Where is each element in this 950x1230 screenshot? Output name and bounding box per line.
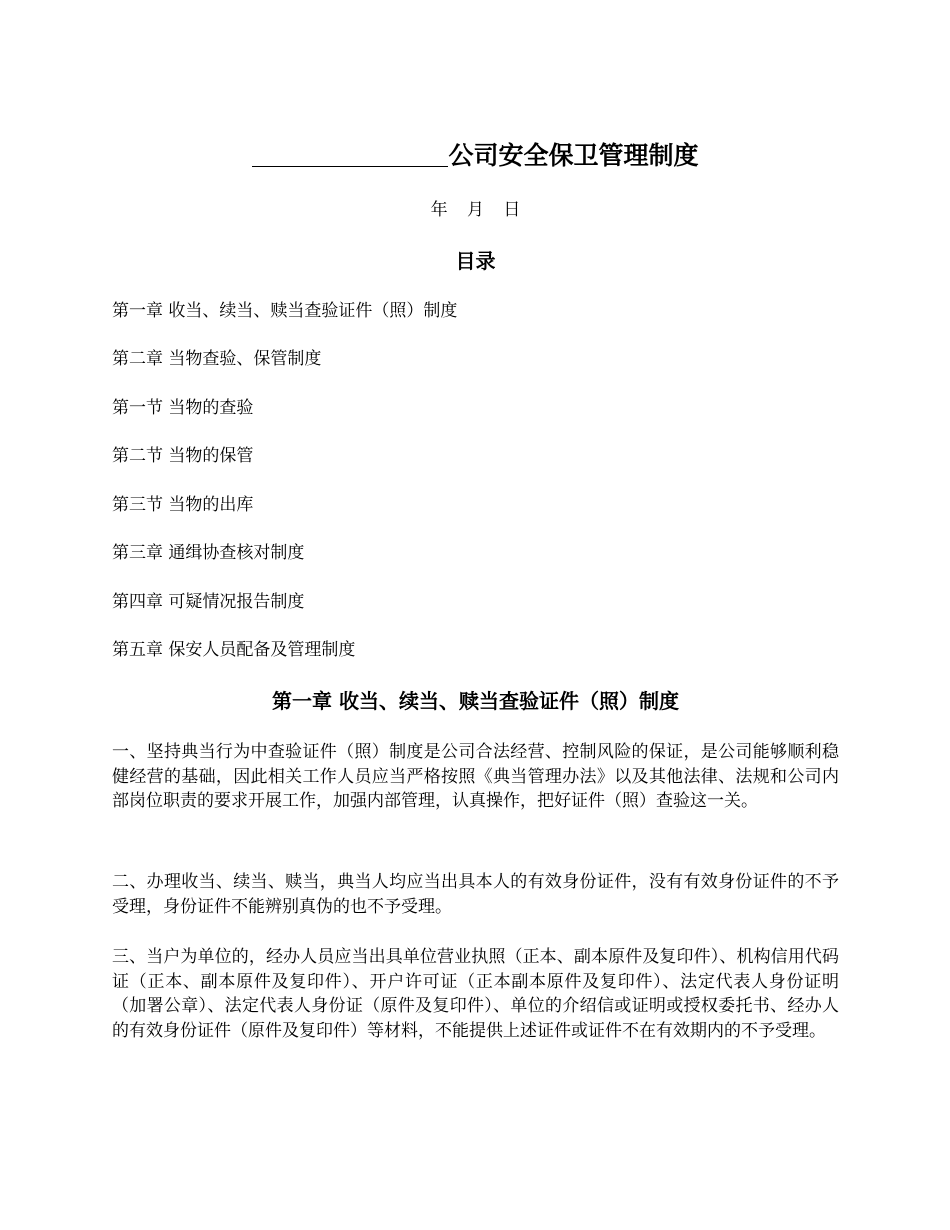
toc-item: 第一章 收当、续当、赎当查验证件（照）制度 (112, 301, 458, 321)
paragraph: 一、坚持典当行为中查验证件（照）制度是公司合法经营、控制风险的保证，是公司能够顺利稳健经营的基础，因此相关工作人员应当严格按照《典当管理办法》以及其他法律、法规和公司内部岗位职责的要求开展工作，加强内部管理，认真操作，把好证件（照）查验这一关。 (112, 742, 839, 811)
toc-item: 第三章 通缉协查核对制度 (112, 543, 305, 563)
toc-item: 第一节 当物的查验 (112, 398, 254, 418)
toc-heading: 目录 (455, 249, 496, 273)
toc-item: 第二章 当物查验、保管制度 (112, 349, 322, 369)
date-line: 年 月 日 (430, 200, 521, 220)
paragraph: 二、办理收当、续当、赎当，典当人均应当出具本人的有效身份证件，没有有效身份证件的不予受理，身份证件不能辨别真伪的也不予受理。 (112, 872, 839, 917)
chapter-heading: 第一章 收当、续当、赎当查验证件（照）制度 (272, 689, 679, 713)
company-name-blank (252, 138, 448, 167)
toc-item: 第二节 当物的保管 (112, 446, 254, 466)
paragraph: 三、当户为单位的，经办人员应当出具单位营业执照（正本、副本原件及复印件）、机构信用代码证（正本、副本原件及复印件）、开户许可证（正本副本原件及复印件）、法定代表人身份证明（加署公章）、法定代表人身份证（原件及复印件）、单位的介绍信或证明或授权委托书、经办人的有效身份证件（原件及复印件）等材料，不能提供上述证件或证件不在有效期内的不予受理。 (112, 947, 839, 1041)
document-title (112, 138, 839, 174)
toc-item: 第五章 保安人员配备及管理制度 (112, 640, 356, 660)
toc-item: 第三节 当物的出库 (112, 495, 254, 515)
title-text: 公司安全保卫管理制度 (448, 141, 699, 170)
toc-item: 第四章 可疑情况报告制度 (112, 592, 305, 612)
